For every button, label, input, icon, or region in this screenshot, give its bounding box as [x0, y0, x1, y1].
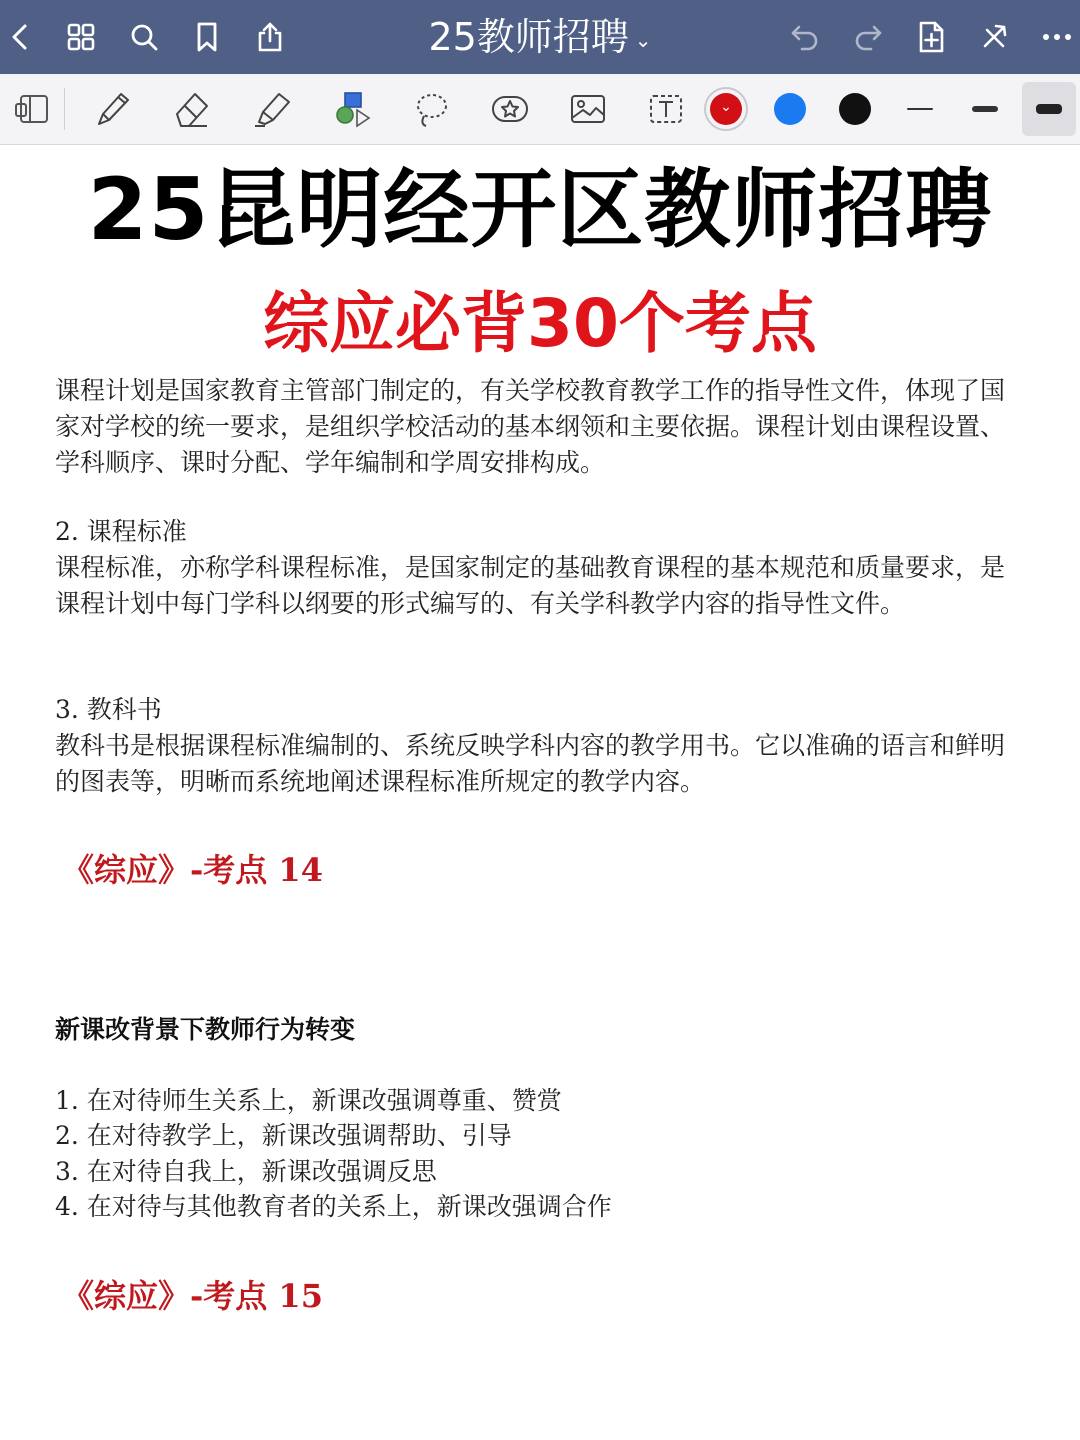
image-icon[interactable] [562, 83, 614, 135]
page-title: 25昆明经开区教师招聘 [87, 160, 993, 260]
stroke-thick-mark [1036, 104, 1062, 114]
toolbar-divider [64, 88, 65, 130]
section-2-heading: 2. 课程标准 [55, 517, 187, 546]
shapes-icon[interactable] [326, 83, 378, 135]
back-icon[interactable] [0, 17, 40, 57]
page-layout-icon[interactable] [7, 83, 59, 135]
topic-14-heading: 新课改背景下教师行为转变 [55, 1015, 356, 1044]
section-3-heading: 3. 教科书 [55, 695, 162, 724]
sticker-icon[interactable] [484, 83, 536, 135]
document-title-text: 25教师招聘 [428, 15, 629, 59]
kaodian-14-label: 《综应》-考点 14 [62, 851, 323, 889]
color-swatch-black[interactable] [839, 93, 871, 125]
bookmark-icon[interactable] [187, 17, 227, 57]
stroke-thick-button[interactable] [1022, 82, 1076, 136]
undo-icon[interactable] [785, 17, 825, 57]
list-item: 1. 在对待师生关系上，新课改强调尊重、赞赏 [55, 1086, 562, 1115]
list-item: 2. 在对待教学上，新课改强调帮助、引导 [55, 1121, 512, 1150]
search-icon[interactable] [124, 17, 164, 57]
close-toolbar-icon[interactable] [974, 17, 1014, 57]
stroke-thin-button[interactable] [907, 108, 933, 110]
kaodian-15-label: 《综应》-考点 15 [62, 1277, 323, 1315]
share-icon[interactable] [250, 17, 290, 57]
section-3-body: 教科书是根据课程标准编制的、系统反映学科内容的教学用书。它以准确的语言和鲜明的图表等，明晰而系统地阐述课程标准所规定的教学内容。 [55, 731, 1006, 796]
intro-paragraph: 课程计划是国家教育主管部门制定的，有关学校教育教学工作的指导性文件，体现了国家对学校的统一要求，是组织学校活动的基本纲领和主要依据。课程计划由课程设置、学科顺序、课时分配、学年编制和学周安排构成。 [55, 376, 1006, 477]
add-page-icon[interactable] [911, 17, 951, 57]
more-icon[interactable] [1037, 17, 1077, 57]
chevron-down-icon: ⌄ [634, 27, 652, 52]
redo-icon[interactable] [848, 17, 888, 57]
grid-icon[interactable] [61, 17, 101, 57]
list-item: 4. 在对待与其他教育者的关系上，新课改强调合作 [55, 1192, 612, 1221]
color-swatch-red[interactable] [710, 93, 742, 125]
section-2-body: 课程标准，亦称学科课程标准，是国家制定的基础教育课程的基本规范和质量要求，是课程计划中每门学科以纲要的形式编写的、有关学科教学内容的指导性文件。 [55, 553, 1006, 618]
text-tool-icon[interactable] [640, 83, 692, 135]
eraser-icon[interactable] [166, 83, 218, 135]
list-item: 3. 在对待自我上，新课改强调反思 [55, 1157, 437, 1186]
highlighter-icon[interactable] [246, 83, 298, 135]
color-swatch-blue[interactable] [774, 93, 806, 125]
pen-icon[interactable] [86, 83, 138, 135]
page-subtitle: 综应必背30个考点 [263, 285, 817, 362]
chevron-down-icon: ⌄ [720, 99, 732, 115]
stroke-medium-button[interactable] [972, 106, 998, 112]
document-title-menu[interactable] [340, 12, 740, 62]
top-nav-bar [0, 0, 1080, 74]
lasso-icon[interactable] [405, 83, 457, 135]
drawing-toolbar [0, 74, 1080, 145]
